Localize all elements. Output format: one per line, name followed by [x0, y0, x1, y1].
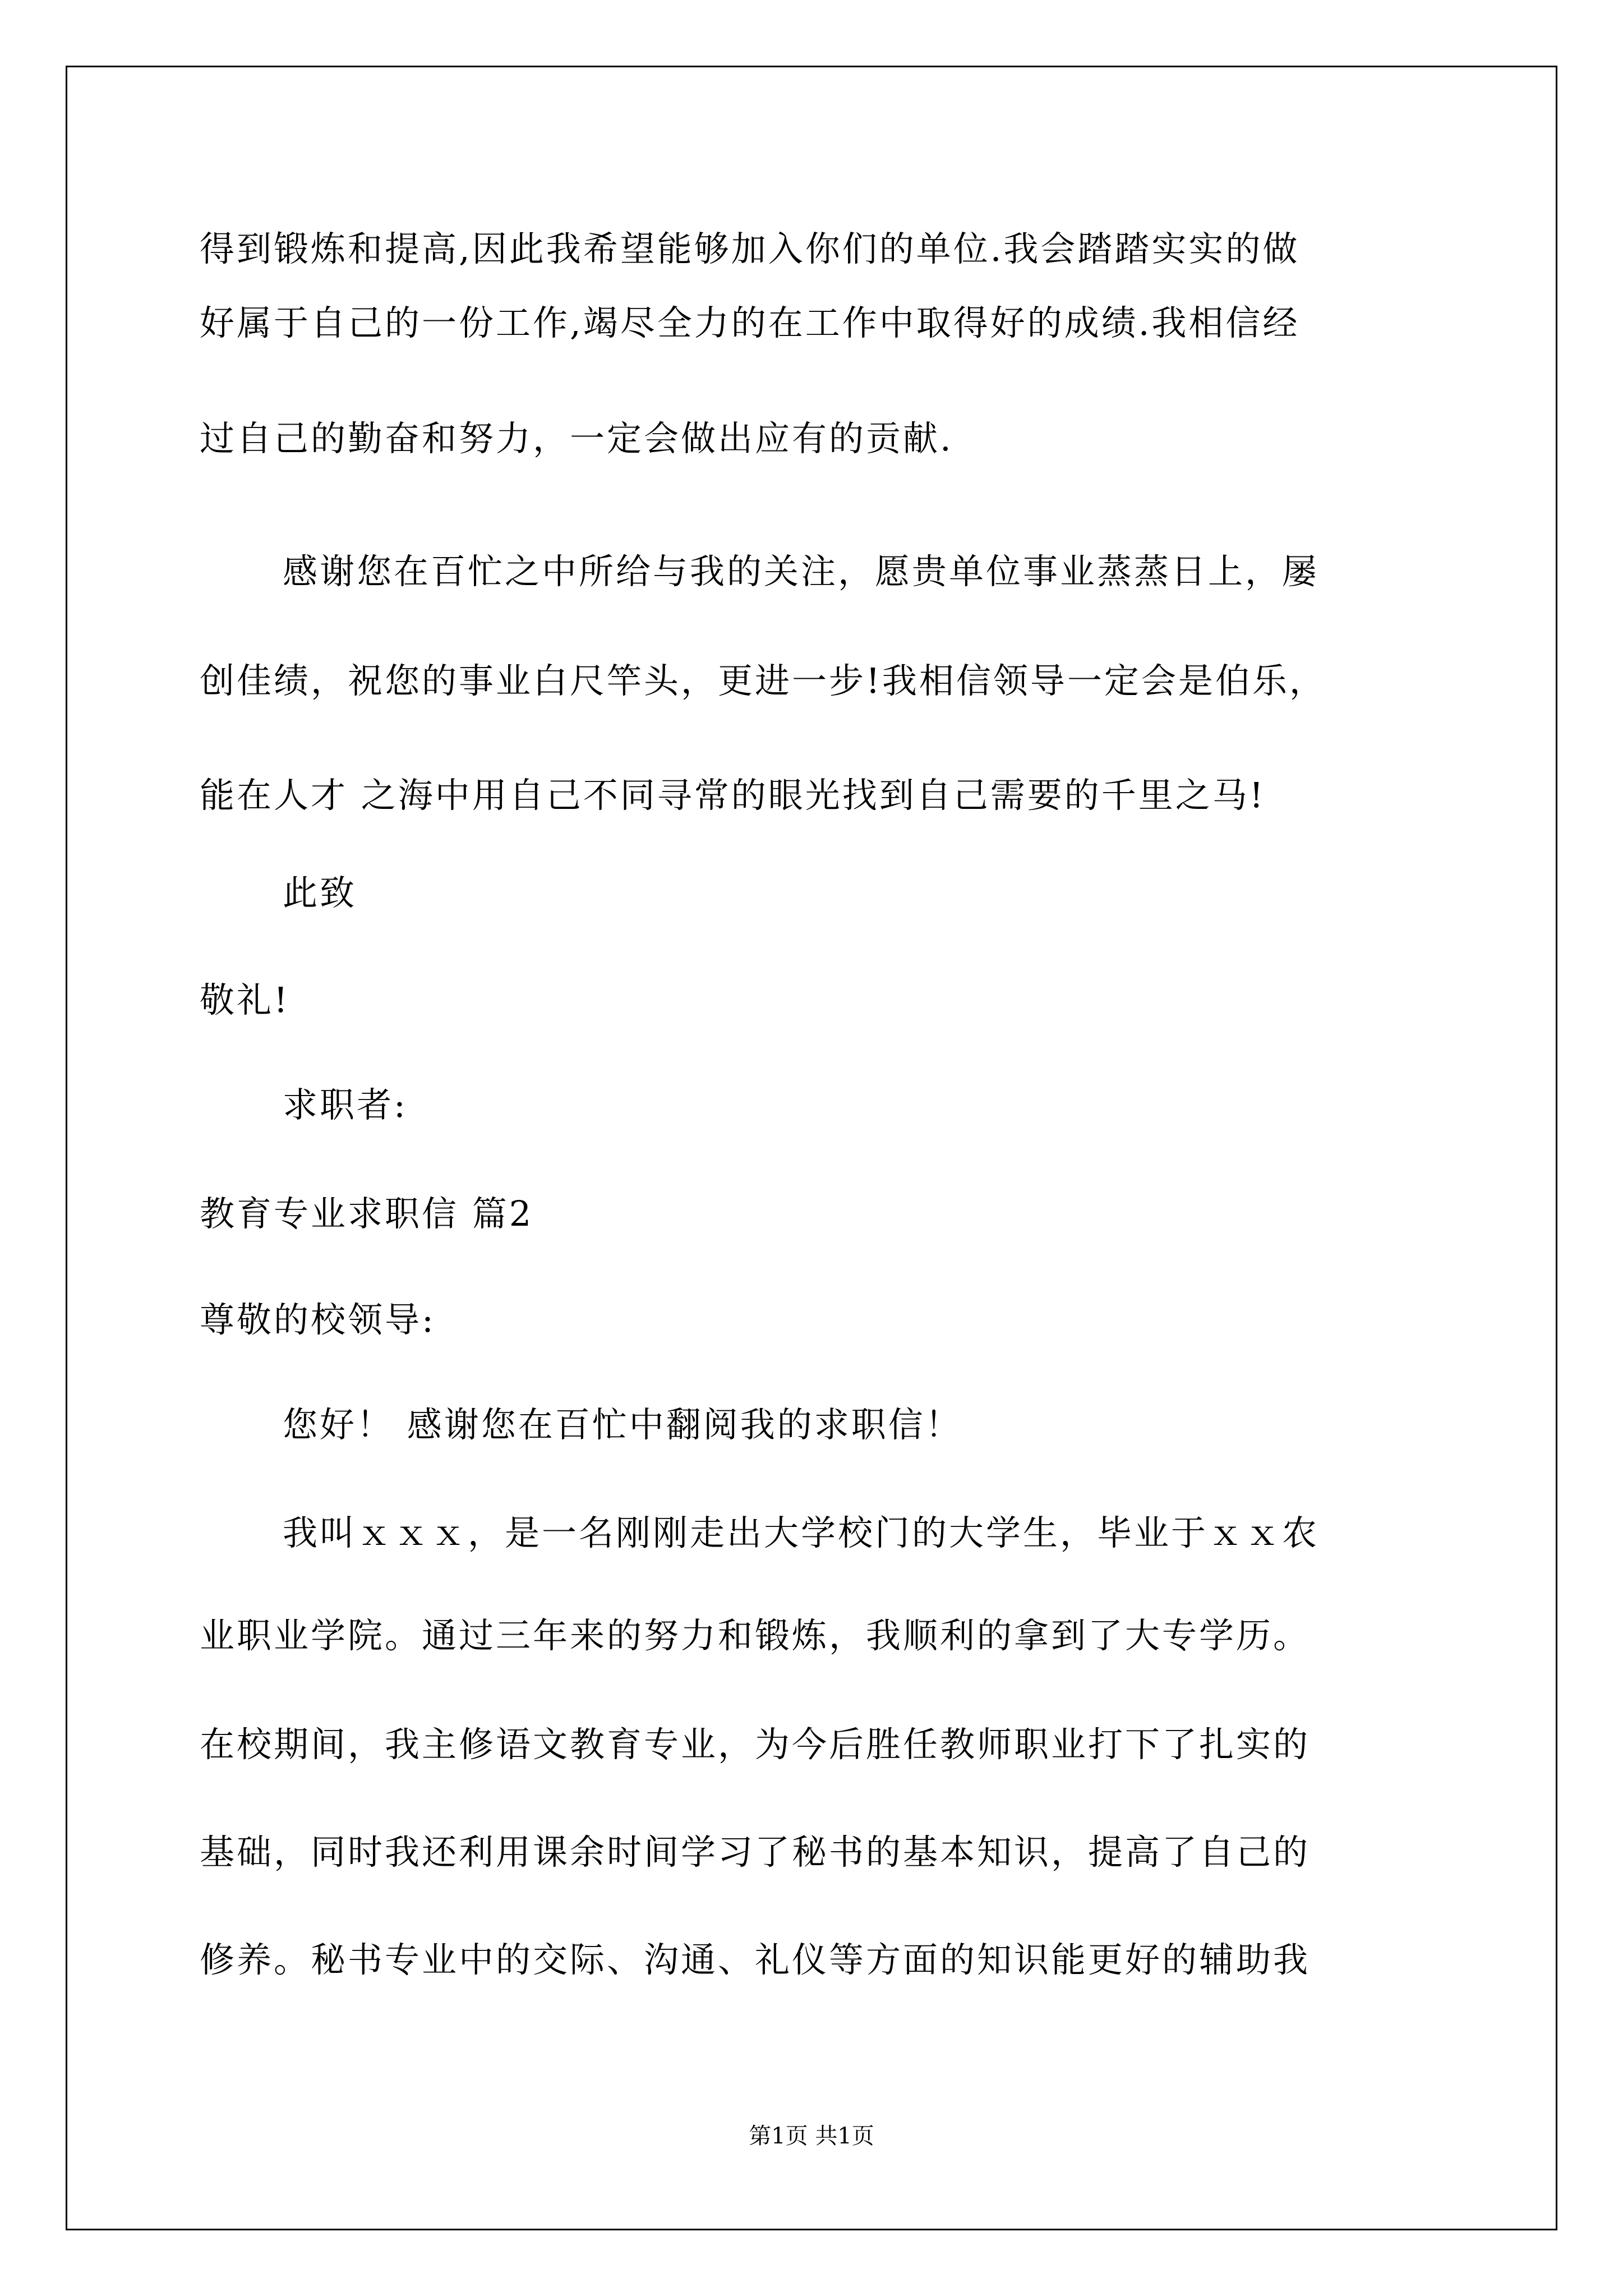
body-line-16: 基础，同时我还利用课余时间学习了秘书的基本知识，提高了自己的	[200, 1832, 1311, 1872]
body-line-3: 过自己的勤奋和努力，一定会做出应有的贡献.	[200, 418, 953, 459]
body-line-14: 业职业学院。通过三年来的努力和锻炼，我顺利的拿到了大专学历。	[200, 1615, 1311, 1656]
salutation-closing: 此致	[283, 872, 357, 913]
regards-line: 敬礼!	[200, 979, 290, 1020]
body-line-1: 得到锻炼和提高,因此我希望能够加入你们的单位.我会踏踏实实的做	[200, 228, 1300, 269]
body-line-17: 修养。秘书专业中的交际、沟通、礼仪等方面的知识能更好的辅助我	[200, 1939, 1311, 1980]
body-line-15: 在校期间，我主修语文教育专业，为今后胜任教师职业打下了扎实的	[200, 1724, 1311, 1765]
body-line-5: 创佳绩，祝您的事业白尺竿头，更进一步!我相信领导一定会是伯乐，	[200, 660, 1326, 701]
body-line-13: 我叫ｘｘｘ，是一名刚刚走出大学校门的大学生，毕业于ｘｘ农	[283, 1512, 1320, 1553]
page-border	[66, 66, 1557, 2230]
body-line-6: 能在人才 之海中用自己不同寻常的眼光找到自己需要的千里之马!	[200, 775, 1266, 816]
greeting-line: 尊敬的校领导:	[200, 1299, 436, 1340]
signature-label: 求职者:	[283, 1084, 408, 1125]
page-number-footer: 第1页 共1页	[749, 2123, 874, 2149]
body-line-2: 好属于自己的一份工作,竭尽全力的在工作中取得好的成绩.我相信经	[200, 302, 1300, 343]
body-line-4: 感谢您在百忙之中所给与我的关注，愿贵单位事业蒸蒸日上，屡	[283, 551, 1320, 592]
section-heading: 教育专业求职信 篇2	[200, 1193, 534, 1234]
opening-line: 您好！ 感谢您在百忙中翻阅我的求职信！	[283, 1404, 962, 1445]
